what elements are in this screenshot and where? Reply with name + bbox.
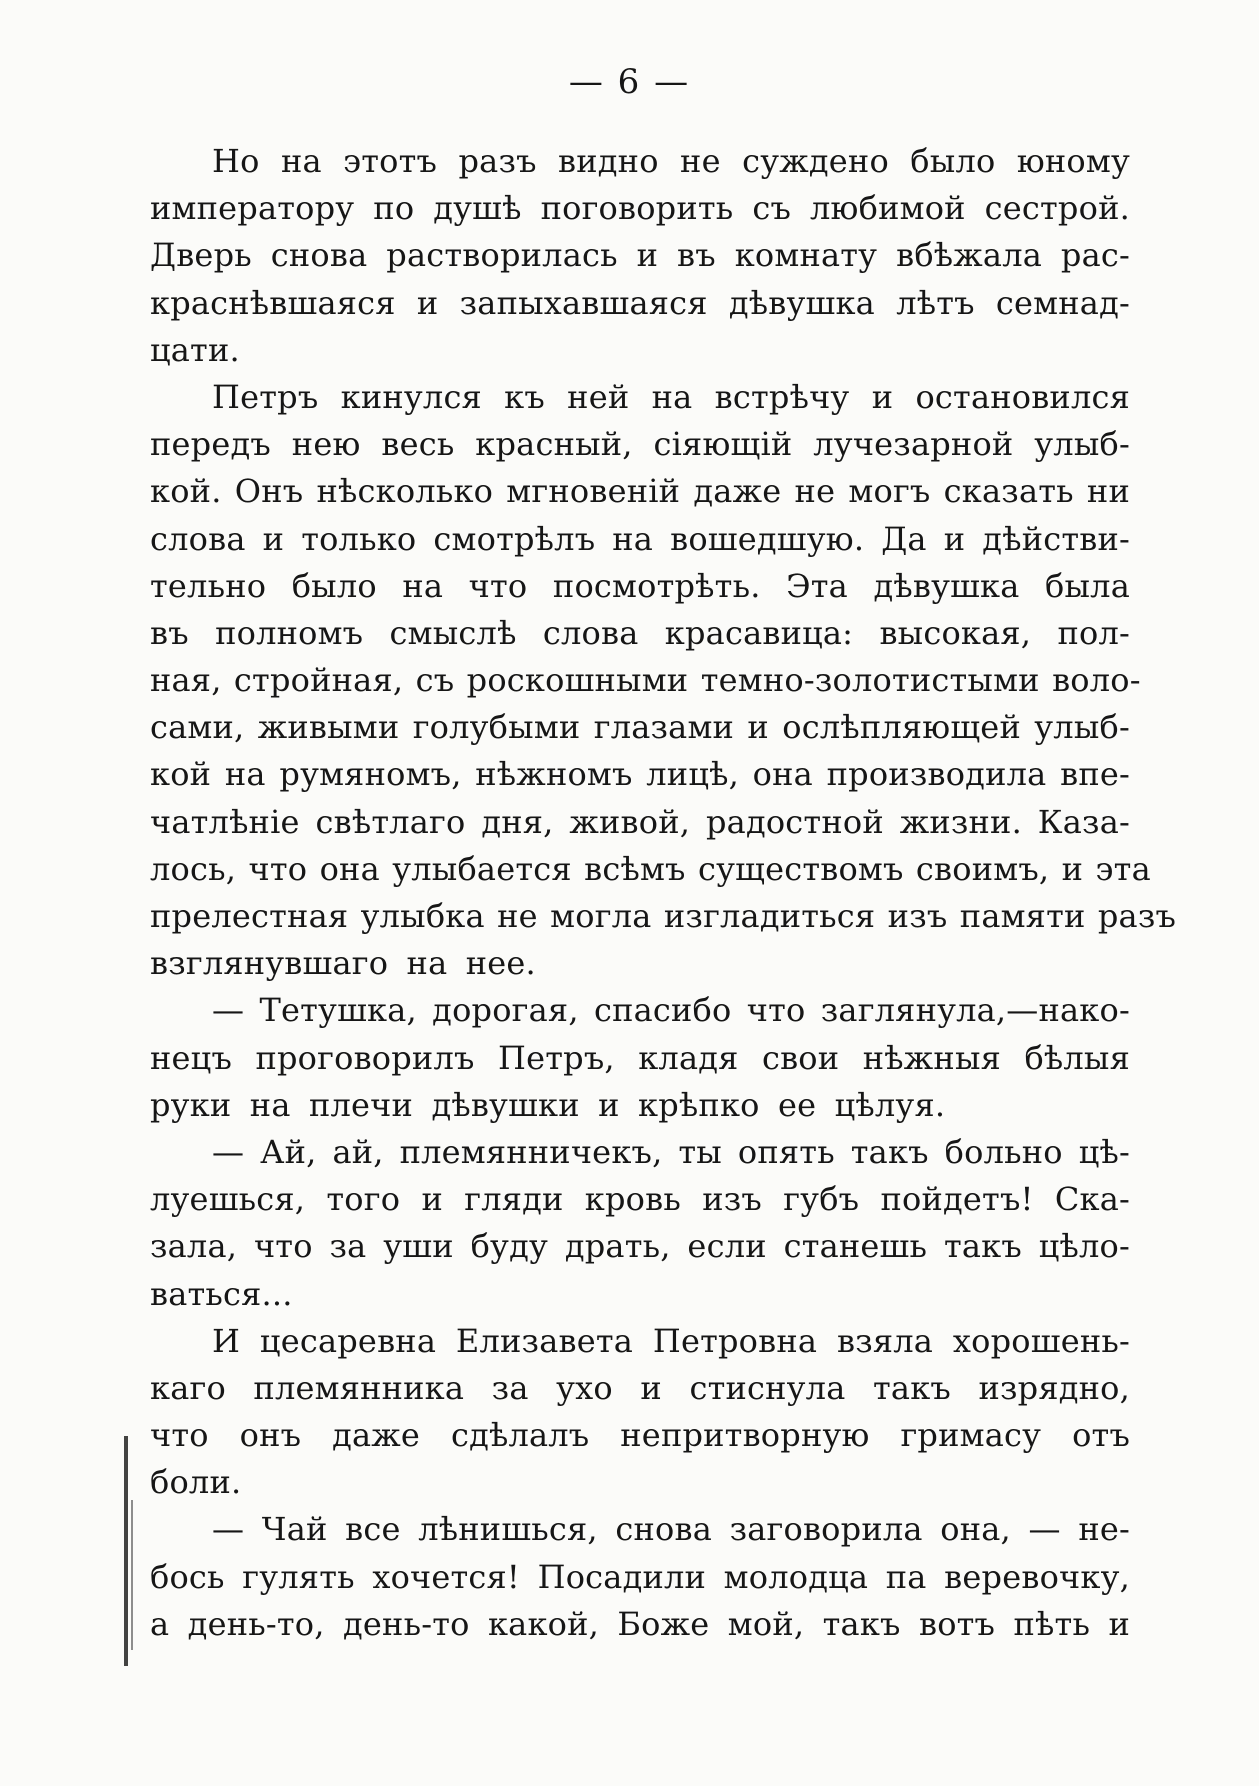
text-line: прелестная улыбка не могла изгладиться изъ памяти разъ (150, 897, 1177, 935)
text-line: краснѣвшаяся и запыхавшаяся дѣвушка лѣтъ семнад- (150, 283, 1130, 322)
text-line: императору по душѣ поговорить съ любимой сестрой. (150, 189, 1130, 228)
text-line: ная, стройная, съ роскошными темно-золотистыми воло- (150, 661, 1141, 700)
text-line: взглянувшаго на нее. (150, 944, 536, 983)
text-line: кой на румяномъ, нѣжномъ лицѣ, она производила впе- (150, 755, 1130, 794)
text-line: чатлѣніе свѣтлаго дня, живой, радостной жизни. Каза- (150, 802, 1130, 841)
text-line: кой. Онъ нѣсколько мгновеній даже не могъ сказать ни (150, 472, 1130, 511)
text-line: передъ нею весь красный, сіяющій лучезарной улыб- (150, 425, 1130, 464)
text-line: цати. (150, 330, 240, 369)
text-line: въ полномъ смыслѣ слова красавица: высокая, пол- (150, 613, 1130, 652)
text-line: нецъ проговорилъ Петръ, кладя свои нѣжныя бѣлыя (150, 1038, 1130, 1077)
text-line: что онъ даже сдѣлалъ непритворную гримасу отъ (150, 1416, 1130, 1455)
text-line: — Чай все лѣнишься, снова заговорила она, — не- (212, 1510, 1130, 1549)
text-line: сами, живыми голубыми глазами и ослѣпляющей улыб- (150, 708, 1130, 747)
scan-edge-artifact (124, 1436, 128, 1666)
page-number: — 6 — (568, 62, 691, 102)
text-line: боли. (150, 1463, 242, 1502)
scan-edge-artifact (131, 1500, 133, 1650)
text-line: И цесаревна Елизавета Петровна взяла хорошень- (212, 1321, 1130, 1360)
text-line: Петръ кинулся къ ней на встрѣчу и остановился (212, 377, 1130, 416)
text-line: лось, что она улыбается всѣмъ существомъ своимъ, и эта (150, 849, 1151, 888)
text-line: Дверь снова растворилась и въ комнату вбѣжала рас- (150, 236, 1130, 275)
text-line: Но на этотъ разъ видно не суждено было юному (212, 142, 1130, 180)
text-line: тельно было на что посмотрѣть. Эта дѣвушка была (150, 566, 1130, 605)
text-line: руки на плечи дѣвушки и крѣпко ее цѣлуя. (150, 1085, 946, 1124)
text-body (150, 138, 1177, 1648)
text-line: слова и только смотрѣлъ на вошедшую. Да и дѣйстви- (150, 519, 1130, 558)
text-line: — Ай, ай, племянничекъ, ты опять такъ больно цѣ- (212, 1132, 1130, 1171)
text-line: а день-то, день-то какой, Боже мой, такъ вотъ пѣть и (150, 1604, 1130, 1643)
text-line: луешься, того и гляди кровь изъ губъ пойдетъ! Ска- (150, 1180, 1130, 1219)
text-line: каго племянника за ухо и стиснула такъ изрядно, (150, 1368, 1130, 1407)
text-line: — Тетушка, дорогая, спасибо что заглянула,—нако- (212, 991, 1130, 1030)
text-line: бось гулять хочется! Посадили молодца па веревочку, (150, 1557, 1130, 1596)
text-line: ваться... (150, 1274, 293, 1313)
text-line: зала, что за уши буду драть, если станешь такъ цѣло- (150, 1227, 1130, 1266)
